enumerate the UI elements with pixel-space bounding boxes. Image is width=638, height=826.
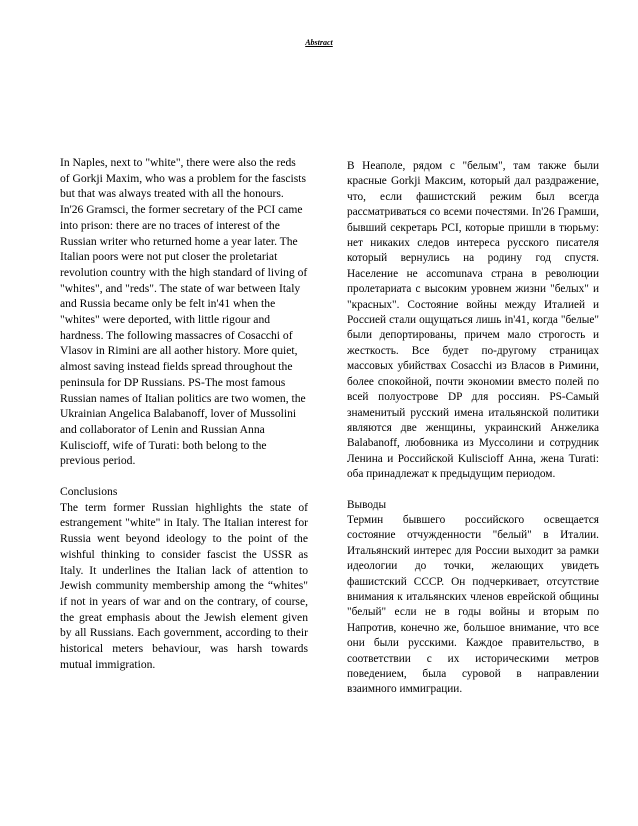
- english-column: [60, 155, 308, 673]
- russian-conclusions-section: [347, 498, 599, 698]
- russian-conclusions-heading: Выводы: [347, 498, 387, 511]
- russian-intro-paragraph: В Неаполе, рядом с "белым", там также были красные Gorkji Максим, который дал раздражение, что, если фашистский режим был всегда рассматриваться со всеми почестями. In'26 Грамши, бывший секретарь PCI, которые пришли в тюрьму: нет никаких следов интереса русского писателя который вернулись на родину год спустя. Население не accomunava страна в революции пролетариата с высоким уровнем жизни "белых" и "красных". Состояние войны между Италией и Россией стали ощущаться лишь in'41, когда "белые" были депортированы, причем мало строгость и жесткость. Все будет по-другому страницах массовых убийствах Cosacchi из Власов в Римини, более спокойной, почти экономии вместо полей по всей полуострове DP для россиян. PS-Самый знаменитый русский имена итальянской политики являются две женщины, украинский Анжелика Balabanoff, любовника из Муссолини и сотрудник Ленина и Российской Kuliscioff Анна, жена Turati: оба принадлежат к предыдущим периодом.: [347, 160, 599, 481]
- page-header-title: Abstract: [305, 38, 333, 47]
- english-intro-paragraph: In Naples, next to "white", there were also the reds of Gorkji Maxim, who was a problem for the fascists but that was always treated with all the honours. In'26 Gramsci, the former secretary of the PCI came into prison: there are no traces of interest of the Russian writer who returned home a year later. The Italian poors were not put closer the proletariat revolution country with the high standard of living of "whites", and "reds". The state of war between Italy and Russia became only be felt in'41 when the "whites" were deported, with little rigour and hardness. The following massacres of Cosacchi of Vlasov in Rimini are all aother history. More quiet, almost saving instead fields spread throughout the peninsula for DP Russians. PS-The most famous Russian names of Italian politics are two women, the Ukrainian Angelica Balabanoff, lover of Mussolini and collaborator of Lenin and Russian Anna Kuliscioff, wife of Turati: both belong to the previous period.: [60, 156, 308, 468]
- english-conclusions-paragraph: The term former Russian highlights the state of estrangement "white" in Italy. The Italian interest for Russia went beyond ideology to the point of the wishful thinking to consider fascist the USSR as Italy. It underlines the Italian lack of attention to Jewish community membership among the “whites" if not in years of war and on the contrary, of course, the great emphasis about the Jewish element given by all Russians. Each government, according to their historical meters behaviour, was harsh towards mutual immigration.: [60, 500, 308, 671]
- russian-column: [347, 159, 599, 698]
- russian-conclusions-paragraph: Термин бывшего российского освещается состояние отчужденности "белый" в Италии. Итальянский интерес для России выходит за рамки идеологии до точки, желающих увидеть фашистский СССР. Он подчеркивает, отсутствие внимания к итальянских членов еврейской общины "белый" если не в годы войны и вторым по Напротив, конечно же, большое внимание, что все они были русскими. Каждое правительство, в соответствии с их историческими метров поведением, была суровой в направлении взаимного иммиграции.: [347, 513, 599, 696]
- english-conclusions-section: [60, 484, 308, 672]
- english-conclusions-heading: Conclusions: [60, 485, 118, 499]
